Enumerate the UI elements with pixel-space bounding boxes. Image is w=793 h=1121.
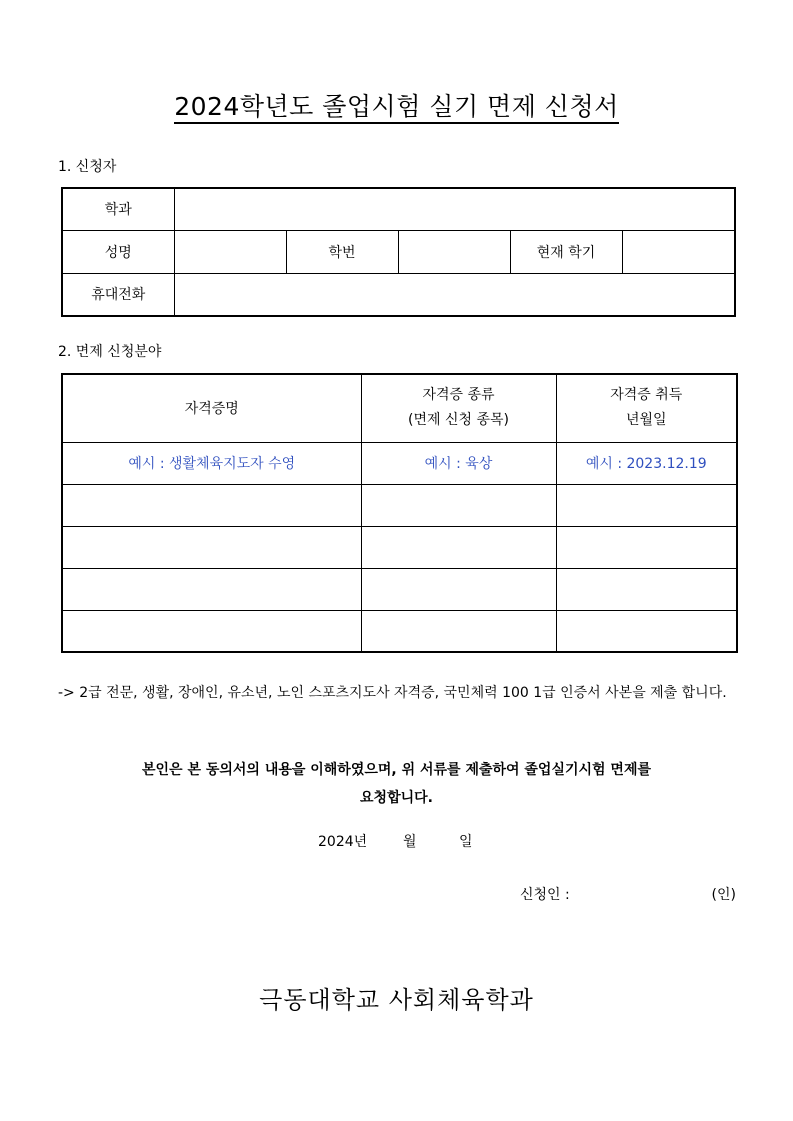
consent-line1: 본인은 본 동의서의 내용을 이해하였으며, 위 서류를 제출하여 졸업실기시험 면제를 [142, 762, 651, 778]
acq-date-field[interactable] [556, 526, 737, 568]
section-exemption-label: 2. 면제 신청분야 [58, 344, 162, 360]
date-year: 2024년 [318, 834, 368, 850]
phone-field[interactable] [174, 273, 735, 316]
date-line [318, 833, 473, 851]
acq-date-field[interactable] [556, 484, 737, 526]
header-acq-date-line1: 자격증 취득 [610, 387, 683, 404]
dept-field[interactable] [174, 188, 735, 230]
consent-line2: 요청합니다. [360, 790, 433, 806]
cert-type-field[interactable] [361, 484, 556, 526]
table-row [62, 568, 737, 610]
cert-type-field[interactable] [361, 610, 556, 652]
name-field[interactable] [174, 230, 286, 273]
date-month: 월 [403, 834, 417, 850]
example-acq-date: 예시 : 2023.12.19 [556, 442, 737, 484]
applicant-label: 신청인 : [520, 887, 570, 903]
section-applicant-label: 1. 신청자 [58, 159, 117, 175]
example-row [62, 442, 737, 484]
header-cert-type-line2: (면제 신청 종목) [408, 412, 509, 429]
exemption-table [61, 373, 738, 653]
acq-date-field[interactable] [556, 610, 737, 652]
applicant-table [61, 187, 736, 317]
header-cert-type [361, 374, 556, 442]
department-name: 극동대학교 사회체육학과 [259, 986, 534, 1014]
cert-name-field[interactable] [62, 610, 361, 652]
semester-field[interactable] [622, 230, 735, 273]
applicant-signature-line [520, 886, 736, 904]
student-id-field[interactable] [398, 230, 510, 273]
table-row [62, 610, 737, 652]
example-cert-type: 예시 : 육상 [361, 442, 556, 484]
table-row [62, 484, 737, 526]
example-cert-name: 예시 : 생활체육지도자 수영 [62, 442, 361, 484]
document-title [0, 92, 793, 122]
phone-label: 휴대전화 [62, 273, 174, 316]
cert-type-field[interactable] [361, 526, 556, 568]
cert-name-field[interactable] [62, 526, 361, 568]
header-acq-date-line2: 년월일 [625, 412, 667, 429]
acq-date-field[interactable] [556, 568, 737, 610]
seal-mark: (인) [711, 887, 736, 903]
dept-label: 학과 [62, 188, 174, 230]
cert-name-field[interactable] [62, 484, 361, 526]
cert-type-field[interactable] [361, 568, 556, 610]
cert-name-field[interactable] [62, 568, 361, 610]
header-acq-date [556, 374, 737, 442]
student-id-label: 학번 [286, 230, 398, 273]
header-cert-type-line1: 자격증 종류 [422, 387, 495, 404]
table-row [62, 526, 737, 568]
header-cert-name: 자격증명 [62, 374, 361, 442]
name-label: 성명 [62, 230, 174, 273]
semester-label: 현재 학기 [510, 230, 622, 273]
document-title-text: 2024학년도 졸업시험 실기 면제 신청서 [174, 92, 619, 124]
consent-statement [0, 756, 793, 812]
submission-note: -> 2급 전문, 생활, 장애인, 유소년, 노인 스포츠지도사 자격증, 국민체력 100 1급 인증서 사본을 제출 합니다. [58, 685, 727, 701]
date-day: 일 [459, 834, 473, 850]
